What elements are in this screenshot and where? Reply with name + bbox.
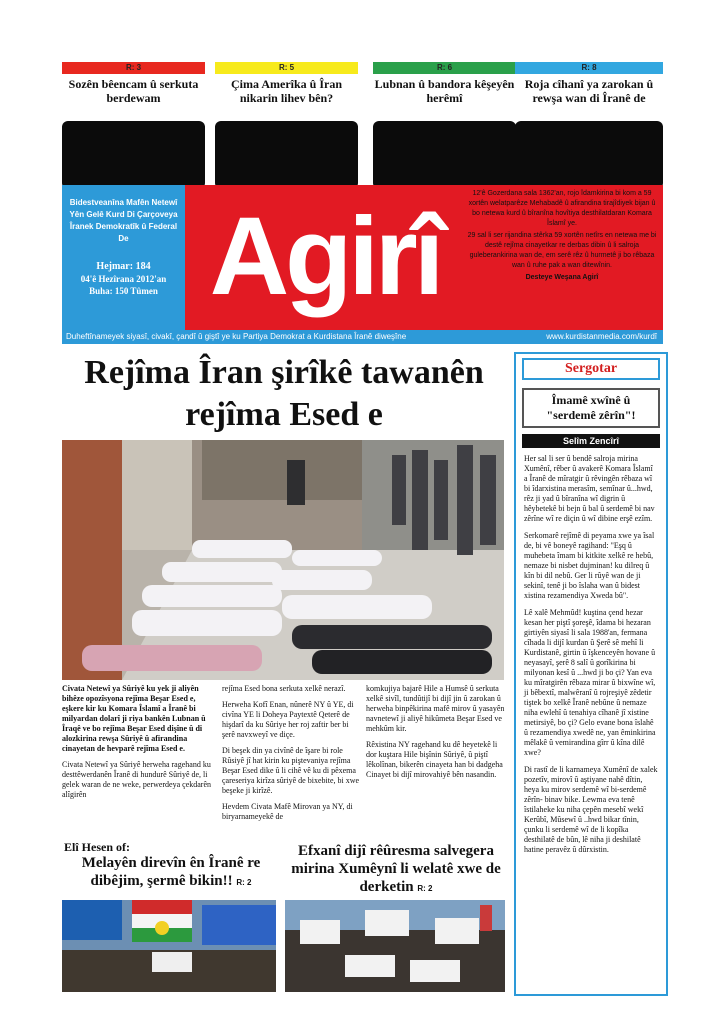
article-paragraph: komkujiya bajarê Hile a Humsê û serkuta xelkê sivîl, tundûtijî bi dijî jin û zarokan û herweha binpêkirina mafê mirov û yasayên navnetewî ji aliyê hikûmeta Beşar Esed ve mehkûm kir.: [366, 684, 505, 733]
teaser-1[interactable]: [62, 62, 205, 189]
teaser-image: [62, 121, 205, 189]
teaser-3[interactable]: [373, 62, 516, 189]
tagline-strip: [62, 330, 663, 344]
main-headline[interactable]: Rejîma Îran şirîkê tawanên rejîma Esed e: [84, 354, 484, 433]
masthead-slogan: Bidestveanîna Mafên Netewî Yên Gelê Kurd Di Çarçoveya Îranek Demokratîk û Federal De: [69, 198, 178, 243]
article-column-1: [62, 684, 216, 806]
teaser-title[interactable]: Sozên bêencam û serkuta berdewam: [68, 77, 199, 105]
newspaper-logo[interactable]: Agirî: [209, 195, 441, 318]
page-ref-bar: R: 8: [515, 62, 663, 74]
issue-number: Hejmar: 184: [96, 261, 151, 272]
bottom-right-title[interactable]: Efxanî dijî rêûresma salvegera mirina Xumêynî li welatê xwe de derketin: [291, 843, 501, 895]
article-lead: Civata Netewî ya Sûriyê ku yek ji aliyên bihêze opozîsyona rejîma Beşar Esed e, eşkere kir ku Komara Îslamî a Îranê bi milyardan dolarî ji riya bankên Lubnan û Îraqê ve bo rejîma Beşar Esed dişîne û di alozkirina rewşa Sûriyê û afirandina cinayetan de hevparê rejîma Esed e.: [62, 684, 206, 753]
teaser-image: [373, 121, 516, 189]
issue-date: 04'ê Hezîrana 2012'an: [80, 274, 167, 284]
editorial-author: Selîm Zencîrî: [522, 434, 660, 448]
editorial-label: Sergotar: [522, 358, 660, 380]
editorial-paragraph: Her sal li ser û bendê salroja mirina Xumênî, rêber û avakerê Komara Îslamî a Îranê de mîratgir û rêvingên rêbaza wî bi îdarxistina merasîm, semînar û...hwd, rêz ji yad û bîranîna wî digrin û hêybetekê bi bejn û bal û serdemê bi nav zêrîne wî re diçin û wî dibine erşê ezîm.: [524, 454, 655, 523]
teaser-4[interactable]: [515, 62, 663, 189]
bottom-left-headline[interactable]: [62, 854, 280, 890]
article-column-3: [366, 684, 506, 786]
notice-paragraph: 12'ê Gozerdana sala 1362'an, rojo îdamkirina bi kom a 59 xortên welatparêze Mehabadê û afirandina tirajîdiyek bijan û bo netewa kurd û bîranîna hovîtiya desthilatdaran Komara Îslamî ye.: [468, 190, 656, 227]
page-ref: R: 2: [236, 878, 252, 887]
page-ref-bar: R: 5: [215, 62, 358, 74]
editorial-paragraph: Serkomarê rejîmê di peyama xwe ya îsal de, bi vê boneyê ragihand: "Eşq û muhebeta îmam bi kitkite xelkê re hebû, nemaze bi nisbet dujminan! ku dilreq û kîn bi dil nebû. Ger li rûyê wan de ji sekinî, tenê ji bo îslaha wan û bidest xistina rezamendiya Xweda bû".: [524, 531, 655, 600]
teaser-image: [515, 121, 663, 189]
article-paragraph: Rêxistina NY ragehand ku dê heyetekê li dor kuştara Hile bişînin Sûriyê, û piştî lêkolînan, bikerên cinayeta han bi dadgeha Cinayet bi dijî mirovahiyê bên nasandin.: [366, 740, 503, 779]
teaser-image: [215, 121, 358, 189]
teaser-title[interactable]: Lubnan û bandora kêşeyên herêmî: [374, 77, 515, 105]
tagline-text: Duheftînameyek siyasî, civakî, çandî û giştî ye ku Partiya Demokrat a Kurdistana Îranê diweşîne: [66, 332, 407, 341]
editorial-paragraph: Di rastî de li karnameya Xumênî de xalek pozetîv, mirovî û aştiyane nahê dîtin, heya ku mirov serdemê wî bi-serdemê zêrîn- binav bike. Lewma eva tenê îstilaheke ku niha çepên mesebî wekî Kerûbî, Mûsewî û ..hwd bikar tînin, çunku li serdemê wî de li kopîka desthilatê de bûn, lê niha ji deshilatê hatine peravêz û dûrxistin.: [524, 765, 658, 854]
teaser-title[interactable]: Çima Amerîka û Îran nikarin lihev bên?: [231, 77, 342, 105]
page-ref-bar: R: 6: [373, 62, 516, 74]
page-ref-bar: R: 3: [62, 62, 205, 74]
editorial-body: [524, 454, 658, 855]
main-photo: [62, 440, 504, 680]
website-link[interactable]: www.kurdistanmedia.com/kurdî: [546, 332, 657, 341]
article-column-2: [222, 684, 360, 828]
notice-signature: Desteye Weşana Agirî: [525, 274, 599, 281]
editorial-sidebar: [514, 352, 668, 996]
main-photo-illustration: [62, 440, 504, 680]
article-paragraph: Hevdem Civata Mafê Mirovan ya NY, di biryarnameyekê de: [222, 802, 353, 821]
article-paragraph: Civata Netewî ya Sûriyê herweha ragehand ku desttêwerdanên Îranê di hundurê Sûriyê de, li gelek waran de ne weke, perwerdeya çekdarên alîgirên: [62, 760, 212, 799]
protest-flags-illustration: [62, 900, 276, 992]
issue-info: [62, 261, 185, 297]
article-paragraph: Herweha Kofî Enan, nûnerê NY û YE, di civîna YE li Doheya Paytextê Qeterê de hişdarî da ku Sûriye her roj zaftir ber bi şerê navxweyî ve diçe.: [222, 700, 354, 739]
article-paragraph: Di beşek din ya civînê de îşare bi role Rûsiyê jî hat kirin ku piştevaniya rejîma Beşar Esed dike û li cihê vê ku di pêxema çareseriya kirîza sûriyê de bixebite, bi xwe beşeke ji kirîzê.: [222, 746, 360, 795]
masthead-info-panel: [62, 185, 185, 330]
editorial-title[interactable]: Îmamê xwînê û "serdemê zêrîn"!: [522, 388, 660, 428]
bottom-right-photo: [285, 900, 505, 992]
editorial-paragraph: Lê xalê Mehmûd! kuştina çend hezar kesan her piştî şoreşê, îdama bi hezaran girtiyên siyasî li sala 1988'an, fermana cîhada li dijî kurdan û Şerê sê mehî li Kurdistanê, girtin û îşkenceyên hovane û neyasayî, şerê 8 salî û gorîkirina bi milyonan kesî û ...hwd ji bo çi? Yan eva ku mîratgirên rêbaza mirar û bixwîne wî, ji bêbextî, malwêranî û rojreşiyê zêdetir tiştek bo xelkê Îranê nebûne û nemaze niha ewlehî û tenahiya cîhanê jî xistine metirsiyê, bo çi? Gelo evane bona îslahê û rezamendiya xwedê ne, yan êminkirina mêlakê û vemirandina gîrr û kîna dilê xwe?: [524, 608, 656, 757]
masthead-notice: [464, 189, 660, 283]
teaser-2[interactable]: [215, 62, 358, 189]
notice-paragraph: 29 sal li ser rijandina stêrka 59 xortên netîrs en netewa me bi destê rejîma cinayetkar re derbas dibin û li salroja guleberankirina wan de, em serê rêz û hurmetê ji bo rêbaza wan û ruhe pak a wan ditewînin.: [467, 232, 657, 269]
bottom-left-photo: [62, 900, 276, 992]
masthead: [62, 185, 663, 330]
bottom-left-title[interactable]: Melayên direvîn ên Îranê re dibêjim, şermê bikin!!: [81, 855, 261, 889]
article-paragraph: rejîma Esed bona serkuta xelkê nerazî.: [222, 684, 346, 693]
teaser-title[interactable]: Roja cîhanî ya zarokan û rewşa wan di Îranê de: [524, 77, 654, 105]
bottom-left-author: Elî Hesen of:: [64, 840, 130, 854]
page-ref: R: 2: [417, 884, 433, 893]
bottom-right-headline[interactable]: [285, 842, 507, 896]
issue-price: Buha: 150 Tûmen: [89, 286, 158, 296]
protest-signs-illustration: [285, 900, 505, 992]
